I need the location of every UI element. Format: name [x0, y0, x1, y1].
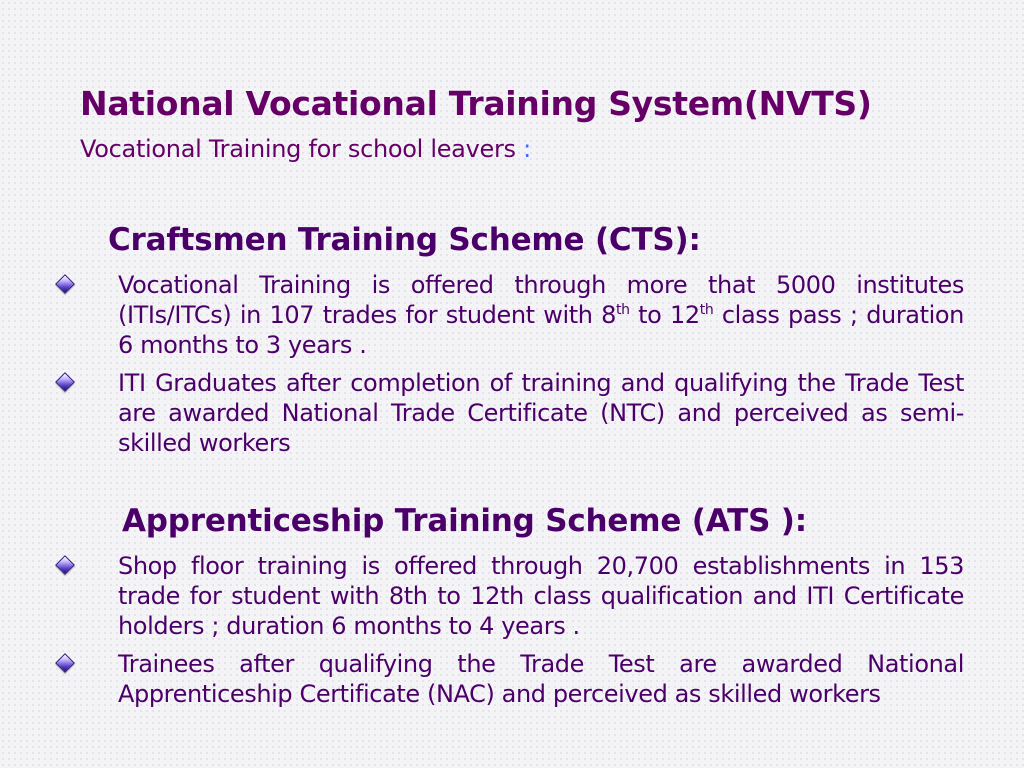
diamond-bullet-icon — [55, 555, 75, 575]
diamond-bullet-icon — [55, 653, 75, 673]
list-item — [50, 270, 964, 360]
bullet-text: ITI Graduates after completion of training and qualifying the Trade Test are awarded National Trade Certificate (NTC) and perceived as semi-skilled workers — [118, 369, 964, 457]
bullet-text-part: Vocational Training is offered through more that 5000 institutes (ITIs/ITCs) in 107 trades for student with 8 — [118, 271, 964, 329]
slide-title: National Vocational Training System(NVTS) — [80, 84, 872, 123]
bullet-text: Trainees after qualifying the Trade Test are awarded National Apprenticeship Certificate (NAC) and perceived as skilled workers — [118, 650, 964, 708]
superscript-th: th — [616, 302, 630, 318]
list-item — [50, 551, 964, 641]
diamond-bullet-icon — [55, 372, 75, 392]
subtitle-colon: : — [523, 135, 531, 163]
subtitle-text: Vocational Training for school leavers — [80, 135, 516, 163]
ats-heading: Apprenticeship Training Scheme (ATS ): — [122, 503, 807, 539]
list-item — [50, 649, 964, 709]
bullet-text: Shop floor training is offered through 20,700 establishments in 153 trade for student with 8th to 12th class qualification and ITI Certificate holders ; duration 6 months to 4 years . — [118, 552, 964, 640]
diamond-bullet-icon — [55, 274, 75, 294]
cts-bullet-list — [50, 270, 964, 466]
ats-bullet-list — [50, 551, 964, 717]
cts-heading: Craftsmen Training Scheme (CTS): — [108, 222, 701, 258]
superscript-th: th — [699, 302, 714, 318]
bullet-text-part: class pass ; duration 6 months to 3 years . — [118, 301, 964, 359]
slide-subtitle — [80, 135, 531, 163]
bullet-text-part: to 12 — [629, 301, 700, 329]
list-item — [50, 368, 964, 458]
